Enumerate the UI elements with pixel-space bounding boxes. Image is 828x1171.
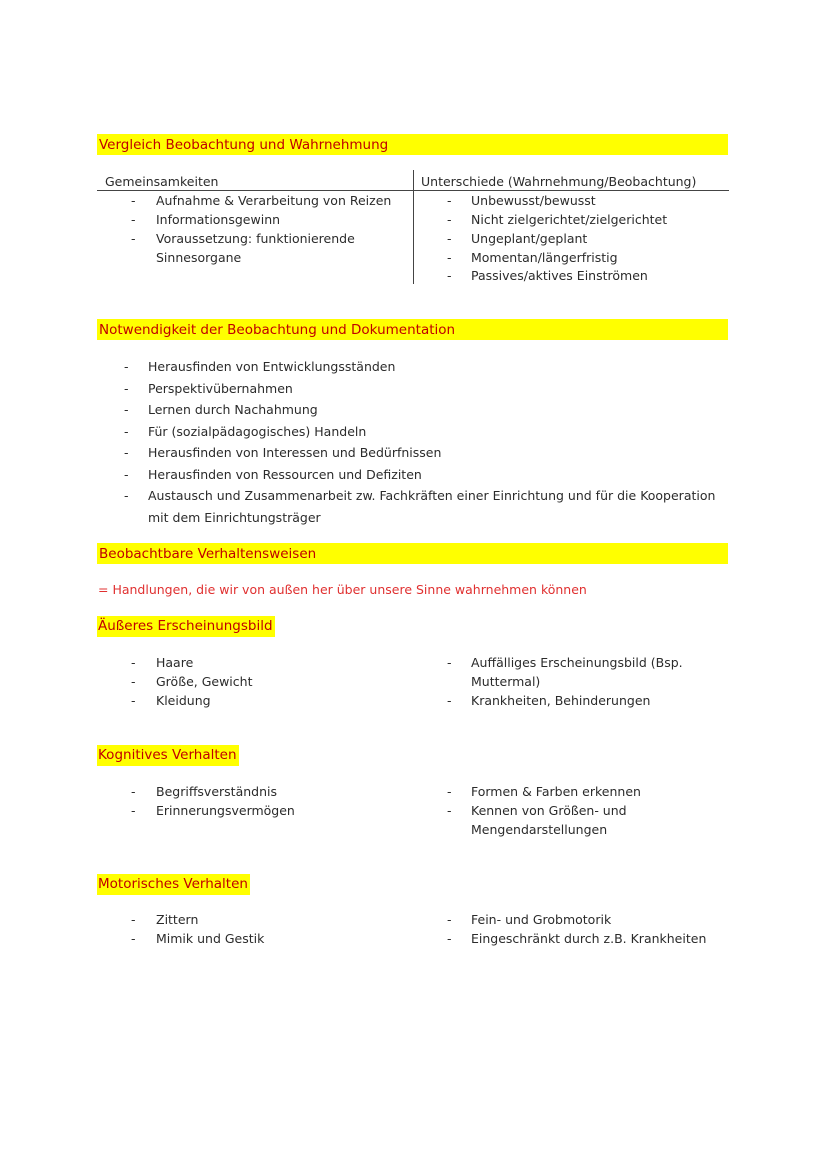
bullet: - (447, 931, 452, 946)
heading-notwendigkeit: Notwendigkeit der Beobachtung und Dokumentation (99, 322, 456, 338)
col-header-gemeinsamkeiten: Gemeinsamkeiten (105, 174, 219, 189)
bullet: - (131, 212, 136, 227)
list-item: Voraussetzung: funktionierende (156, 231, 355, 246)
list-item-continuation: mit dem Einrichtungsträger (148, 510, 321, 525)
bullet: - (131, 912, 136, 927)
list-item: Größe, Gewicht (156, 674, 253, 689)
bullet: - (131, 931, 136, 946)
list-item: Herausfinden von Ressourcen und Defiziten (148, 467, 422, 482)
bullet: - (124, 445, 129, 460)
bullet: - (447, 693, 452, 708)
list-item: Passives/aktives Einströmen (471, 268, 648, 283)
bullet: - (131, 655, 136, 670)
bullet: - (131, 693, 136, 708)
list-item: Herausfinden von Entwicklungsständen (148, 359, 396, 374)
heading-kognitiv: Kognitives Verhalten (97, 745, 239, 766)
bullet: - (124, 467, 129, 482)
list-item: Herausfinden von Interessen und Bedürfnissen (148, 445, 442, 460)
bullet: - (131, 674, 136, 689)
list-item: Krankheiten, Behinderungen (471, 693, 651, 708)
heading-verhaltensweisen: Beobachtbare Verhaltensweisen (99, 546, 317, 562)
list-item-continuation: Muttermal) (471, 674, 541, 689)
list-item: Momentan/längerfristig (471, 250, 618, 265)
bullet: - (124, 381, 129, 396)
list-item: Haare (156, 655, 194, 670)
bullet: - (124, 402, 129, 417)
heading-erscheinungsbild: Äußeres Erscheinungsbild (97, 616, 275, 637)
bullet: - (447, 803, 452, 818)
bullet: - (131, 231, 136, 246)
bullet: - (447, 231, 452, 246)
list-item: Fein- und Grobmotorik (471, 912, 612, 927)
list-item: Begriffsverständnis (156, 784, 278, 799)
definition-text: = Handlungen, die wir von außen her über unsere Sinne wahrnehmen können (98, 582, 587, 597)
list-item: Kleidung (156, 693, 211, 708)
list-item: Auffälliges Erscheinungsbild (Bsp. (471, 655, 683, 670)
table-column-divider (413, 170, 414, 284)
bullet: - (124, 359, 129, 374)
list-item: Aufnahme & Verarbeitung von Reizen (156, 193, 392, 208)
list-item: Eingeschränkt durch z.B. Krankheiten (471, 931, 707, 946)
heading-motorisch: Motorisches Verhalten (97, 874, 250, 895)
bullet: - (447, 784, 452, 799)
list-item: Nicht zielgerichtet/zielgerichtet (471, 212, 668, 227)
list-item: Mimik und Gestik (156, 931, 265, 946)
col-header-unterschiede: Unterschiede (Wahrnehmung/Beobachtung) (421, 174, 697, 189)
list-item-continuation: Mengendarstellungen (471, 822, 608, 837)
bullet: - (124, 424, 129, 439)
list-item: Formen & Farben erkennen (471, 784, 641, 799)
bullet: - (131, 193, 136, 208)
list-item: Unbewusst/bewusst (471, 193, 596, 208)
list-item-continuation: Sinnesorgane (156, 250, 242, 265)
list-item: Ungeplant/geplant (471, 231, 588, 246)
bullet: - (447, 193, 452, 208)
bullet: - (124, 488, 129, 503)
bullet: - (447, 212, 452, 227)
bullet: - (131, 803, 136, 818)
bullet: - (447, 912, 452, 927)
list-item: Austausch und Zusammenarbeit zw. Fachkräften einer Einrichtung und für die Kooperation (148, 488, 716, 503)
list-item: Informationsgewinn (156, 212, 281, 227)
bullet: - (447, 268, 452, 283)
list-item: Erinnerungsvermögen (156, 803, 295, 818)
list-item: Perspektivübernahmen (148, 381, 293, 396)
bullet: - (131, 784, 136, 799)
list-item: Für (sozialpädagogisches) Handeln (148, 424, 367, 439)
list-item: Kennen von Größen- und (471, 803, 627, 818)
bullet: - (447, 250, 452, 265)
heading-vergleich: Vergleich Beobachtung und Wahrnehmung (99, 137, 389, 153)
list-item: Lernen durch Nachahmung (148, 402, 318, 417)
list-item: Zittern (156, 912, 199, 927)
bullet: - (447, 655, 452, 670)
